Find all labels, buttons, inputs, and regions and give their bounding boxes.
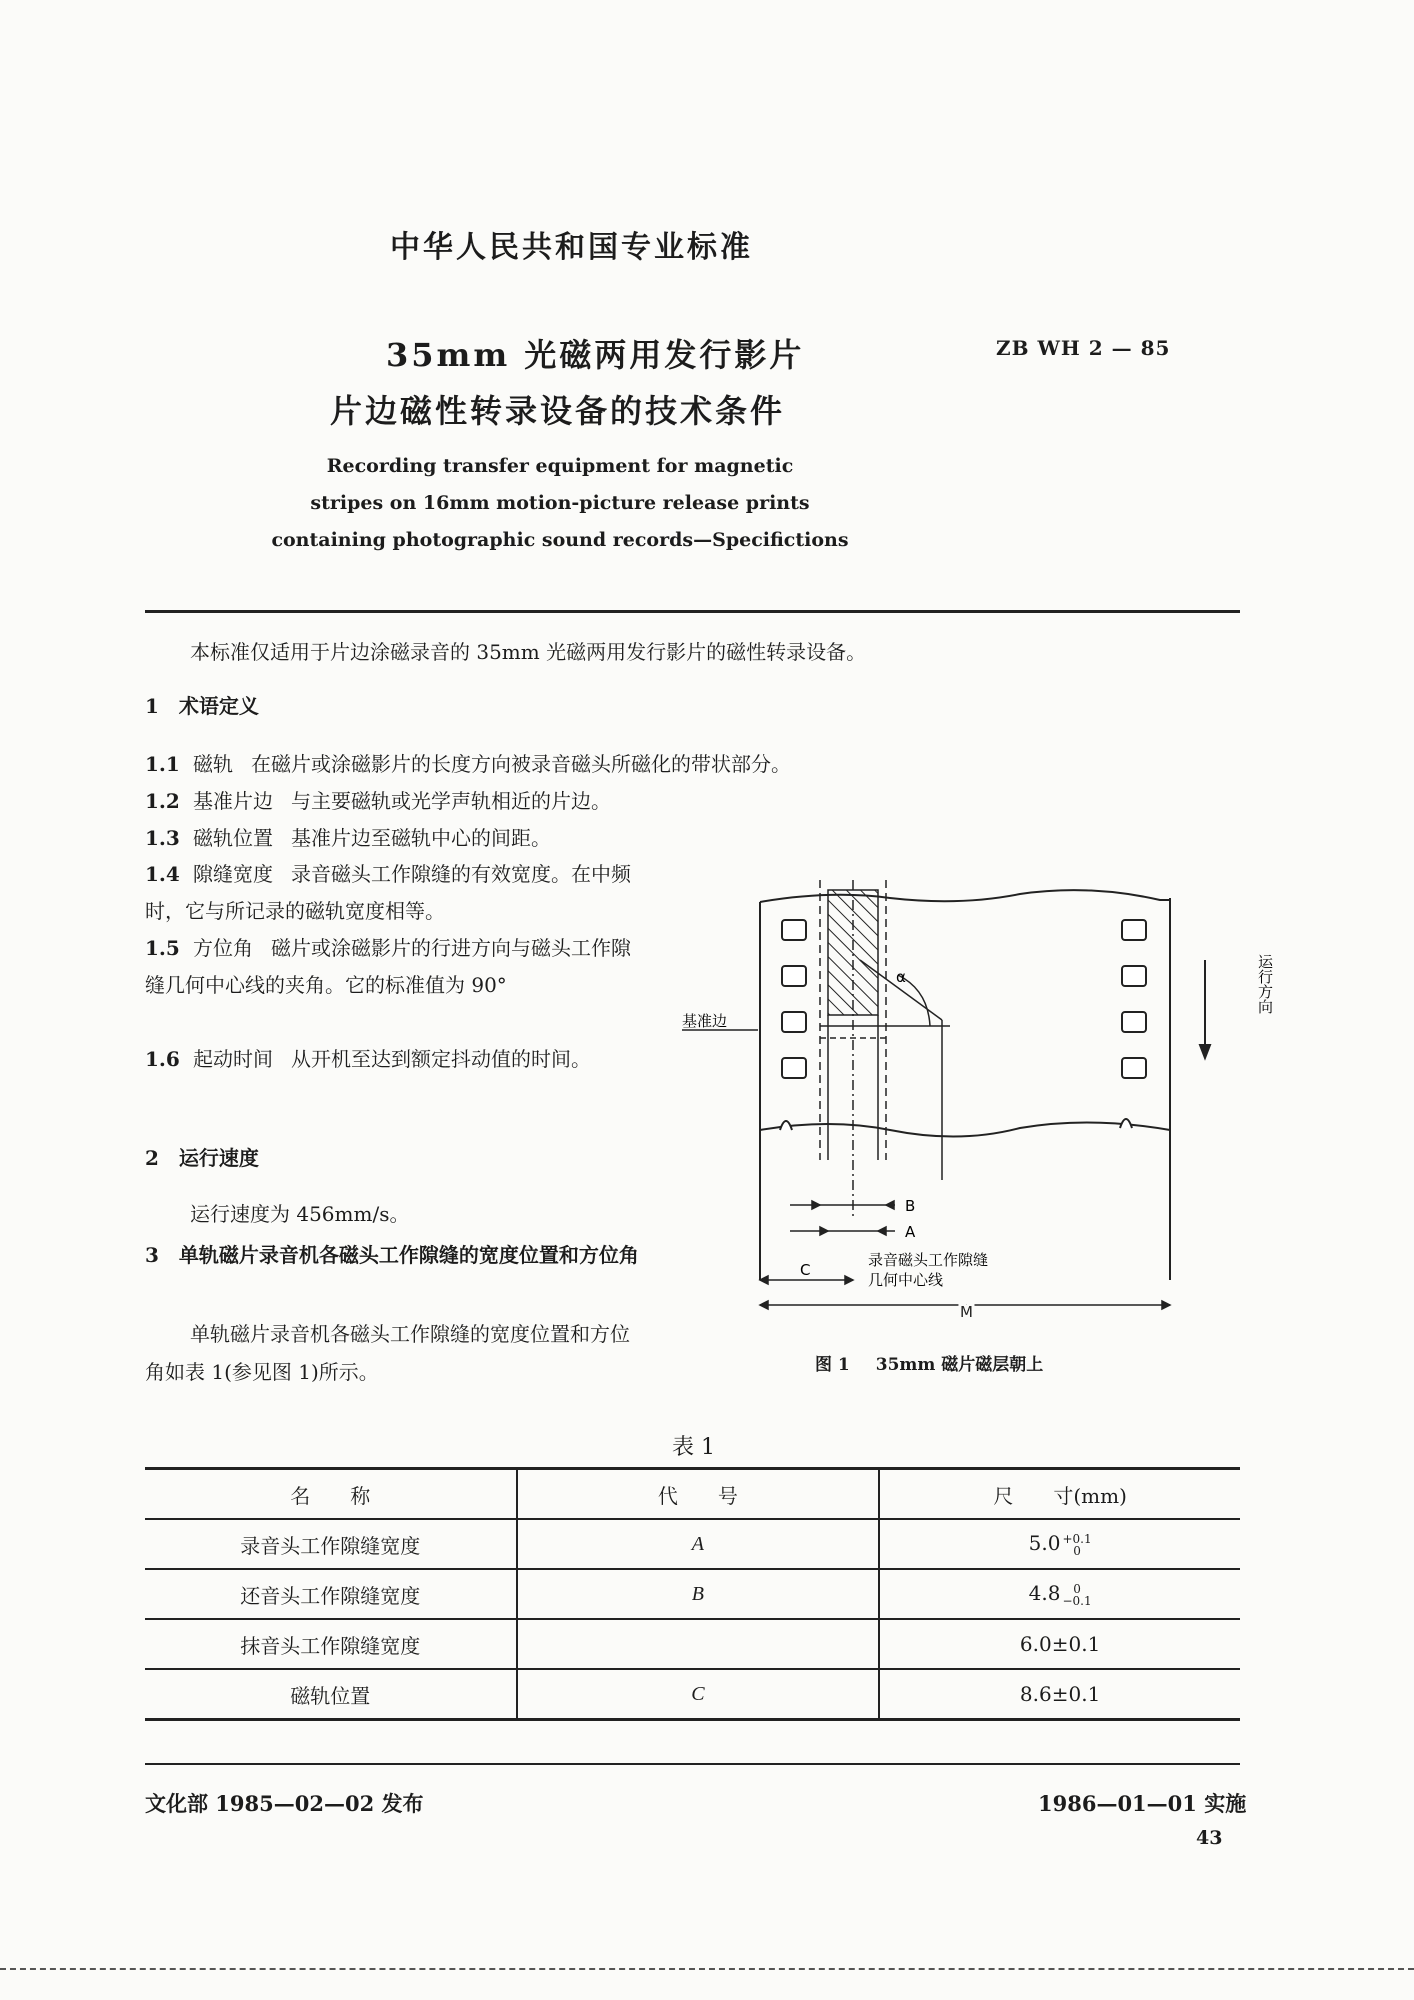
dimension-B bbox=[790, 1201, 895, 1209]
definition-item bbox=[145, 930, 640, 1004]
item-number: 1.6 bbox=[145, 1047, 180, 1071]
title-en-line3: containing photographic sound records—Specifictions bbox=[271, 529, 849, 551]
figure-caption bbox=[815, 1350, 1043, 1375]
label-A: A bbox=[905, 1223, 916, 1241]
item-term: 磁轨位置 bbox=[193, 826, 273, 850]
item-term: 基准片边 bbox=[193, 789, 273, 813]
item-term: 起动时间 bbox=[193, 1047, 273, 1071]
item-number: 1.5 bbox=[145, 936, 180, 960]
figure-caption-text: 35mm 磁片磁层朝上 bbox=[875, 1355, 1044, 1375]
header-name: 名 称 bbox=[290, 1483, 371, 1508]
header-code: 代 号 bbox=[517, 1469, 880, 1520]
cell-name: 录音头工作隙缝宽度 bbox=[240, 1533, 421, 1558]
figure-film-diagram bbox=[660, 860, 1274, 1321]
standard-code: ZB WH 2 — 85 bbox=[996, 336, 1171, 360]
tolerance-upper: +0.1 bbox=[1062, 1531, 1092, 1546]
film-strip bbox=[760, 890, 1170, 1280]
label-B: B bbox=[905, 1197, 916, 1215]
label-C: C bbox=[800, 1261, 811, 1279]
item-term: 隙缝宽度 bbox=[193, 862, 273, 886]
gap-label-line1: 录音磁头工作隙缝 bbox=[868, 1251, 989, 1269]
page-number: 43 bbox=[1196, 1827, 1223, 1849]
definition-item bbox=[145, 822, 551, 851]
item-number: 1.2 bbox=[145, 789, 180, 813]
tolerance-lower: 0 bbox=[1073, 1543, 1081, 1558]
size-base: 5.0 bbox=[1028, 1531, 1061, 1556]
item-term: 方位角 bbox=[193, 936, 253, 960]
reference-edge-label: 基准边 bbox=[682, 1012, 728, 1030]
cell-size bbox=[879, 1569, 1240, 1619]
label-M: M bbox=[960, 1303, 973, 1321]
alpha-label: α bbox=[896, 968, 906, 986]
film-top-edge bbox=[760, 890, 1170, 902]
figure-number: 图 1 bbox=[815, 1355, 850, 1375]
section2-heading: 2 运行速度 bbox=[145, 1146, 259, 1170]
dimension-A bbox=[790, 1227, 895, 1235]
cell-code: A bbox=[517, 1519, 880, 1569]
cell-code: C bbox=[517, 1669, 880, 1720]
item-definition: 基准片边至磁轨中心的间距。 bbox=[291, 826, 551, 850]
cell-name: 磁轨位置 bbox=[290, 1683, 371, 1708]
standard-type-heading: 中华人民共和国专业标准 bbox=[390, 230, 753, 265]
title-cn-line1: 35mm 光磁两用发行影片 bbox=[386, 336, 805, 374]
cell-size bbox=[879, 1519, 1240, 1569]
direction-label: 运行方向 bbox=[1214, 954, 1274, 972]
film-bottom-edge bbox=[760, 1122, 1170, 1136]
cell-name: 抹音头工作隙缝宽度 bbox=[240, 1633, 421, 1658]
header-rule bbox=[145, 610, 1240, 613]
definition-item bbox=[145, 1041, 640, 1078]
tolerance-upper: 0 bbox=[1073, 1581, 1081, 1596]
table-title: 表 1 bbox=[672, 1435, 715, 1460]
table-row bbox=[145, 1569, 1240, 1619]
spec-table bbox=[145, 1467, 1240, 1721]
tolerance-lower: −0.1 bbox=[1062, 1593, 1092, 1608]
scan-edge-line bbox=[0, 1968, 1414, 1970]
table-row bbox=[145, 1519, 1240, 1569]
section3-text: 单轨磁片录音机各磁头工作隙缝的宽度位置和方位角如表 1(参见图 1)所示。 bbox=[145, 1322, 630, 1384]
item-definition: 磁片或涂磁影片的行进方向与磁头工作隙缝几何中心线的夹角。它的标准值为 90° bbox=[145, 936, 631, 997]
item-definition: 与主要磁轨或光学声轨相近的片边。 bbox=[291, 789, 611, 813]
item-definition: 从开机至达到额定抖动值的时间。 bbox=[291, 1047, 591, 1071]
table-row bbox=[145, 1669, 1240, 1720]
section2-text: 运行速度为 456mm/s。 bbox=[190, 1202, 410, 1226]
direction-arrow bbox=[1200, 960, 1210, 1058]
title-en-line1: Recording transfer equipment for magnetic bbox=[326, 455, 794, 477]
definition-item bbox=[145, 785, 611, 814]
item-definition: 录音磁头工作隙缝的有效宽度。在中频时，它与所记录的磁轨宽度相等。 bbox=[145, 862, 631, 923]
item-definition: 在磁片或涂磁影片的长度方向被录音磁头所磁化的带状部分。 bbox=[251, 752, 791, 776]
cell-code bbox=[517, 1619, 880, 1669]
item-term: 磁轨 bbox=[193, 752, 233, 776]
footer-rule bbox=[145, 1763, 1240, 1765]
issued-date: 文化部 1985—02—02 发布 bbox=[145, 1791, 424, 1816]
item-number: 1.3 bbox=[145, 826, 180, 850]
intro-paragraph: 本标准仅适用于片边涂磁录音的 35mm 光磁两用发行影片的磁性转录设备。 bbox=[190, 640, 867, 664]
item-number: 1.1 bbox=[145, 752, 180, 776]
definition-item bbox=[145, 856, 640, 930]
cell-size: 8.6±0.1 bbox=[879, 1669, 1240, 1720]
cell-size: 6.0±0.1 bbox=[879, 1619, 1240, 1669]
title-en-line2: stripes on 16mm motion-picture release prints bbox=[310, 492, 810, 514]
cell-name: 还音头工作隙缝宽度 bbox=[240, 1583, 421, 1608]
effective-date: 1986—01—01 实施 bbox=[1038, 1791, 1247, 1816]
table-header-row bbox=[145, 1469, 1240, 1520]
section1-heading: 1 术语定义 bbox=[145, 694, 259, 718]
table-row bbox=[145, 1619, 1240, 1669]
definition-item bbox=[145, 748, 791, 777]
size-base: 4.8 bbox=[1028, 1581, 1061, 1606]
cell-code: B bbox=[517, 1569, 880, 1619]
section3-heading: 3 单轨磁片录音机各磁头工作隙缝的宽度位置和方位角 bbox=[145, 1243, 639, 1267]
header-size: 尺 寸(mm) bbox=[879, 1469, 1240, 1520]
item-number: 1.4 bbox=[145, 862, 180, 886]
gap-label-line2: 几何中心线 bbox=[868, 1271, 944, 1289]
title-cn-line2: 片边磁性转录设备的技术条件 bbox=[330, 392, 786, 430]
